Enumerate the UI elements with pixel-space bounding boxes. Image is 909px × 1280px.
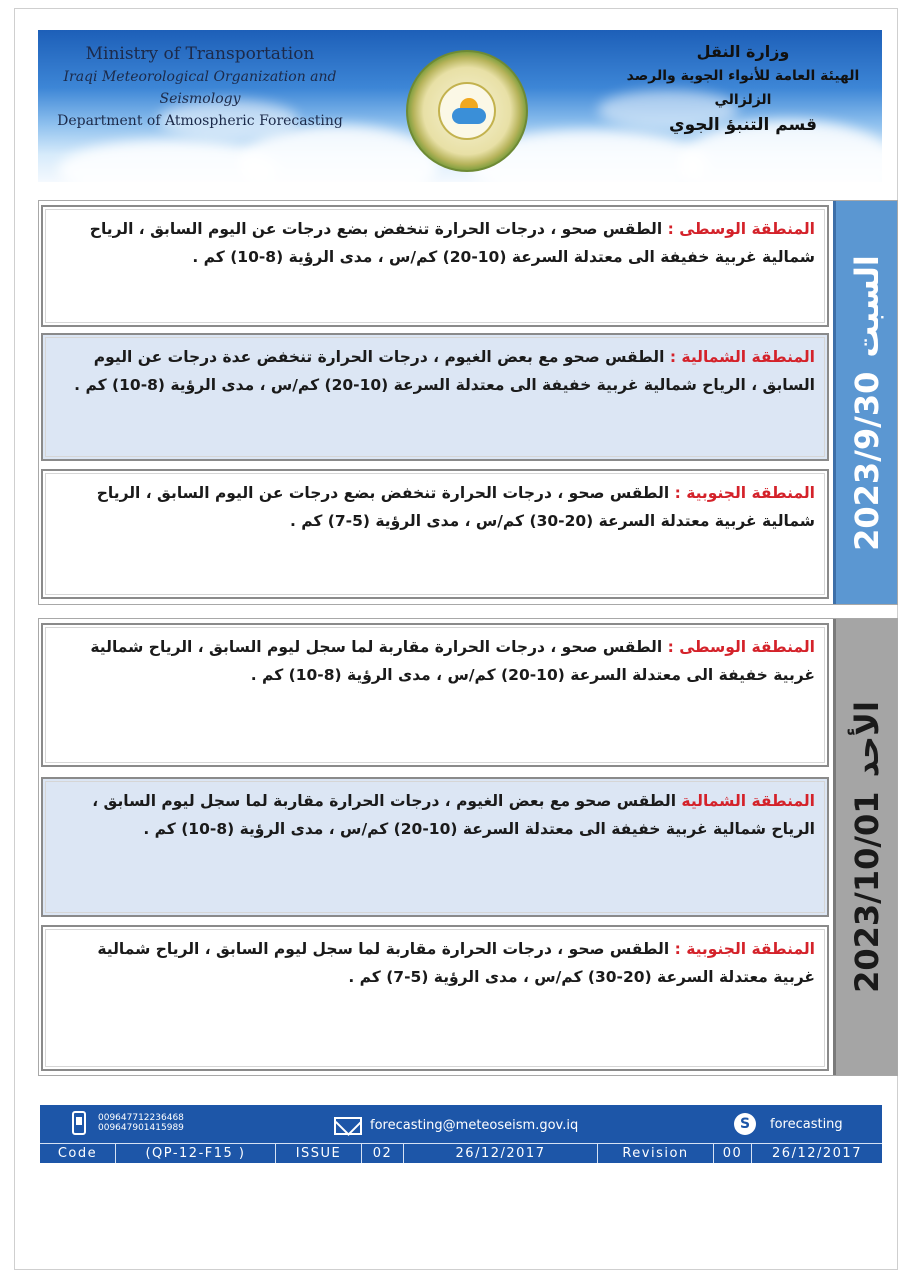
revision-number: 00 bbox=[714, 1144, 752, 1163]
forecast-text: الطقس صحو ، درجات الحرارة تنخفض بضع درجات عن اليوم السابق ، الرياح شمالية غربية معتدلة السرعة (20-30) كم/س ، مدى الرؤية (5-7) كم . bbox=[96, 484, 815, 530]
contact-row bbox=[40, 1105, 882, 1141]
issue-label: ISSUE bbox=[276, 1144, 362, 1163]
day-panel-1 bbox=[38, 200, 898, 605]
date-strip bbox=[833, 619, 897, 1075]
forecast-text: الطقس صحو مع بعض الغيوم ، درجات الحرارة مقاربة لما سجل ليوم السابق ، الرياح شمالية غربية خفيفة الى معتدلة السرعة (10-20) كم/س ، مدى الرؤية (8-10) كم . bbox=[92, 792, 815, 838]
phone-number: 009647712236468 bbox=[98, 1113, 184, 1123]
region-forecast-south: المنطقة الجنوبية : الطقس صحو ، درجات الحرارة مقاربة لما سجل ليوم السابق ، الرياح شمالية غربية معتدلة السرعة (20-30) كم/س ، مدى الرؤية (5-7) كم . bbox=[41, 925, 829, 1071]
ministry-name-en: Ministry of Transportation bbox=[85, 44, 315, 64]
forecast-date bbox=[848, 701, 886, 993]
region-name: المنطقة الجنوبية bbox=[686, 484, 815, 502]
email-address: forecasting@meteoseism.gov.iq bbox=[370, 1118, 579, 1133]
skype-name: forecasting bbox=[770, 1117, 843, 1132]
forecast-date bbox=[848, 255, 886, 551]
revision-date: 26/12/2017 bbox=[772, 1146, 862, 1161]
date-value: 2023/10/01 bbox=[847, 791, 886, 993]
organization-name-en: Iraqi Meteorological Organization and Seismology bbox=[63, 69, 337, 107]
region-forecast-south: المنطقة الجنوبية : الطقس صحو ، درجات الحرارة تنخفض بضع درجات عن اليوم السابق ، الرياح شمالية غربية معتدلة السرعة (20-30) كم/س ، مدى الرؤية (5-7) كم . bbox=[41, 469, 829, 599]
organization-seal-icon bbox=[406, 50, 528, 172]
region-name: المنطقة الشمالية bbox=[681, 348, 815, 366]
forecast-text: الطقس صحو ، درجات الحرارة تنخفض بضع درجات عن اليوم السابق ، الرياح شمالية غربية خفيفة الى معتدلة السرعة (10-20) كم/س ، مدى الرؤية (8-10) كم . bbox=[89, 220, 815, 266]
revision-label: Revision bbox=[598, 1144, 714, 1163]
day-panel-2 bbox=[38, 618, 898, 1076]
cloud-icon bbox=[452, 108, 486, 124]
region-forecast-central: المنطقة الوسطى : الطقس صحو ، درجات الحرارة تنخفض بضع درجات عن اليوم السابق ، الرياح شمالية غربية خفيفة الى معتدلة السرعة (10-20) كم/س ، مدى الرؤية (8-10) كم . bbox=[41, 205, 829, 327]
ministry-name-ar: وزارة النقل bbox=[696, 42, 790, 61]
document-code-row bbox=[40, 1143, 882, 1163]
forecast-text: الطقس صحو ، درجات الحرارة مقاربة لما سجل ليوم السابق ، الرياح شمالية غربية خفيفة الى معتدلة السرعة (10-20) كم/س ، مدى الرؤية (8-10) كم . bbox=[90, 638, 815, 684]
date-strip bbox=[833, 201, 897, 604]
region-name: المنطقة الوسطى bbox=[679, 220, 815, 238]
issue-date: 26/12/2017 bbox=[404, 1144, 598, 1163]
header-banner bbox=[38, 30, 882, 182]
skype-icon: S bbox=[734, 1113, 756, 1135]
region-name: المنطقة الشمالية bbox=[681, 792, 815, 810]
header-english bbox=[50, 42, 350, 132]
phone-number: 009647901415989 bbox=[98, 1123, 184, 1133]
code-label: Code bbox=[40, 1144, 116, 1163]
footer bbox=[40, 1105, 882, 1163]
mail-icon bbox=[334, 1117, 362, 1135]
region-forecast-north: المنطقة الشمالية : الطقس صحو مع بعض الغيوم ، درجات الحرارة تنخفض عدة درجات عن اليوم السابق ، الرياح شمالية غربية خفيفة الى معتدلة السرعة (10-20) كم/س ، مدى الرؤية (8-10) كم . bbox=[41, 333, 829, 461]
region-forecast-north bbox=[41, 777, 829, 917]
department-name-ar: قسم التنبؤ الجوي bbox=[669, 115, 817, 135]
organization-name-ar: الهيئة العامة للأنواء الجوية والرصد الزلزالي bbox=[626, 68, 860, 108]
issue-number: 02 bbox=[362, 1144, 404, 1163]
region-forecast-central: المنطقة الوسطى : الطقس صحو ، درجات الحرارة مقاربة لما سجل ليوم السابق ، الرياح شمالية غربية خفيفة الى معتدلة السرعة (10-20) كم/س ، مدى الرؤية (8-10) كم . bbox=[41, 623, 829, 767]
forecast-text: الطقس صحو ، درجات الحرارة مقاربة لما سجل ليوم السابق ، الرياح شمالية غربية معتدلة السرعة (20-30) كم/س ، مدى الرؤية (5-7) كم . bbox=[97, 940, 815, 986]
department-name-en: Department of Atmospheric Forecasting bbox=[57, 113, 343, 129]
date-value: 2023/9/30 bbox=[847, 371, 886, 551]
phone-icon bbox=[72, 1111, 86, 1135]
code-value: (QP-12-F15 ) bbox=[116, 1144, 276, 1163]
phone-numbers bbox=[98, 1113, 184, 1133]
region-name: المنطقة الوسطى bbox=[679, 638, 815, 656]
forecast-text: الطقس صحو مع بعض الغيوم ، درجات الحرارة تنخفض عدة درجات عن اليوم السابق ، الرياح شمالية غربية خفيفة الى معتدلة السرعة (10-20) كم/س ، مدى الرؤية (8-10) كم . bbox=[74, 348, 815, 394]
day-name: السبت bbox=[847, 254, 886, 358]
region-name: المنطقة الجنوبية bbox=[686, 940, 815, 958]
day-name: الأحد bbox=[847, 701, 886, 778]
header-arabic bbox=[618, 40, 868, 138]
